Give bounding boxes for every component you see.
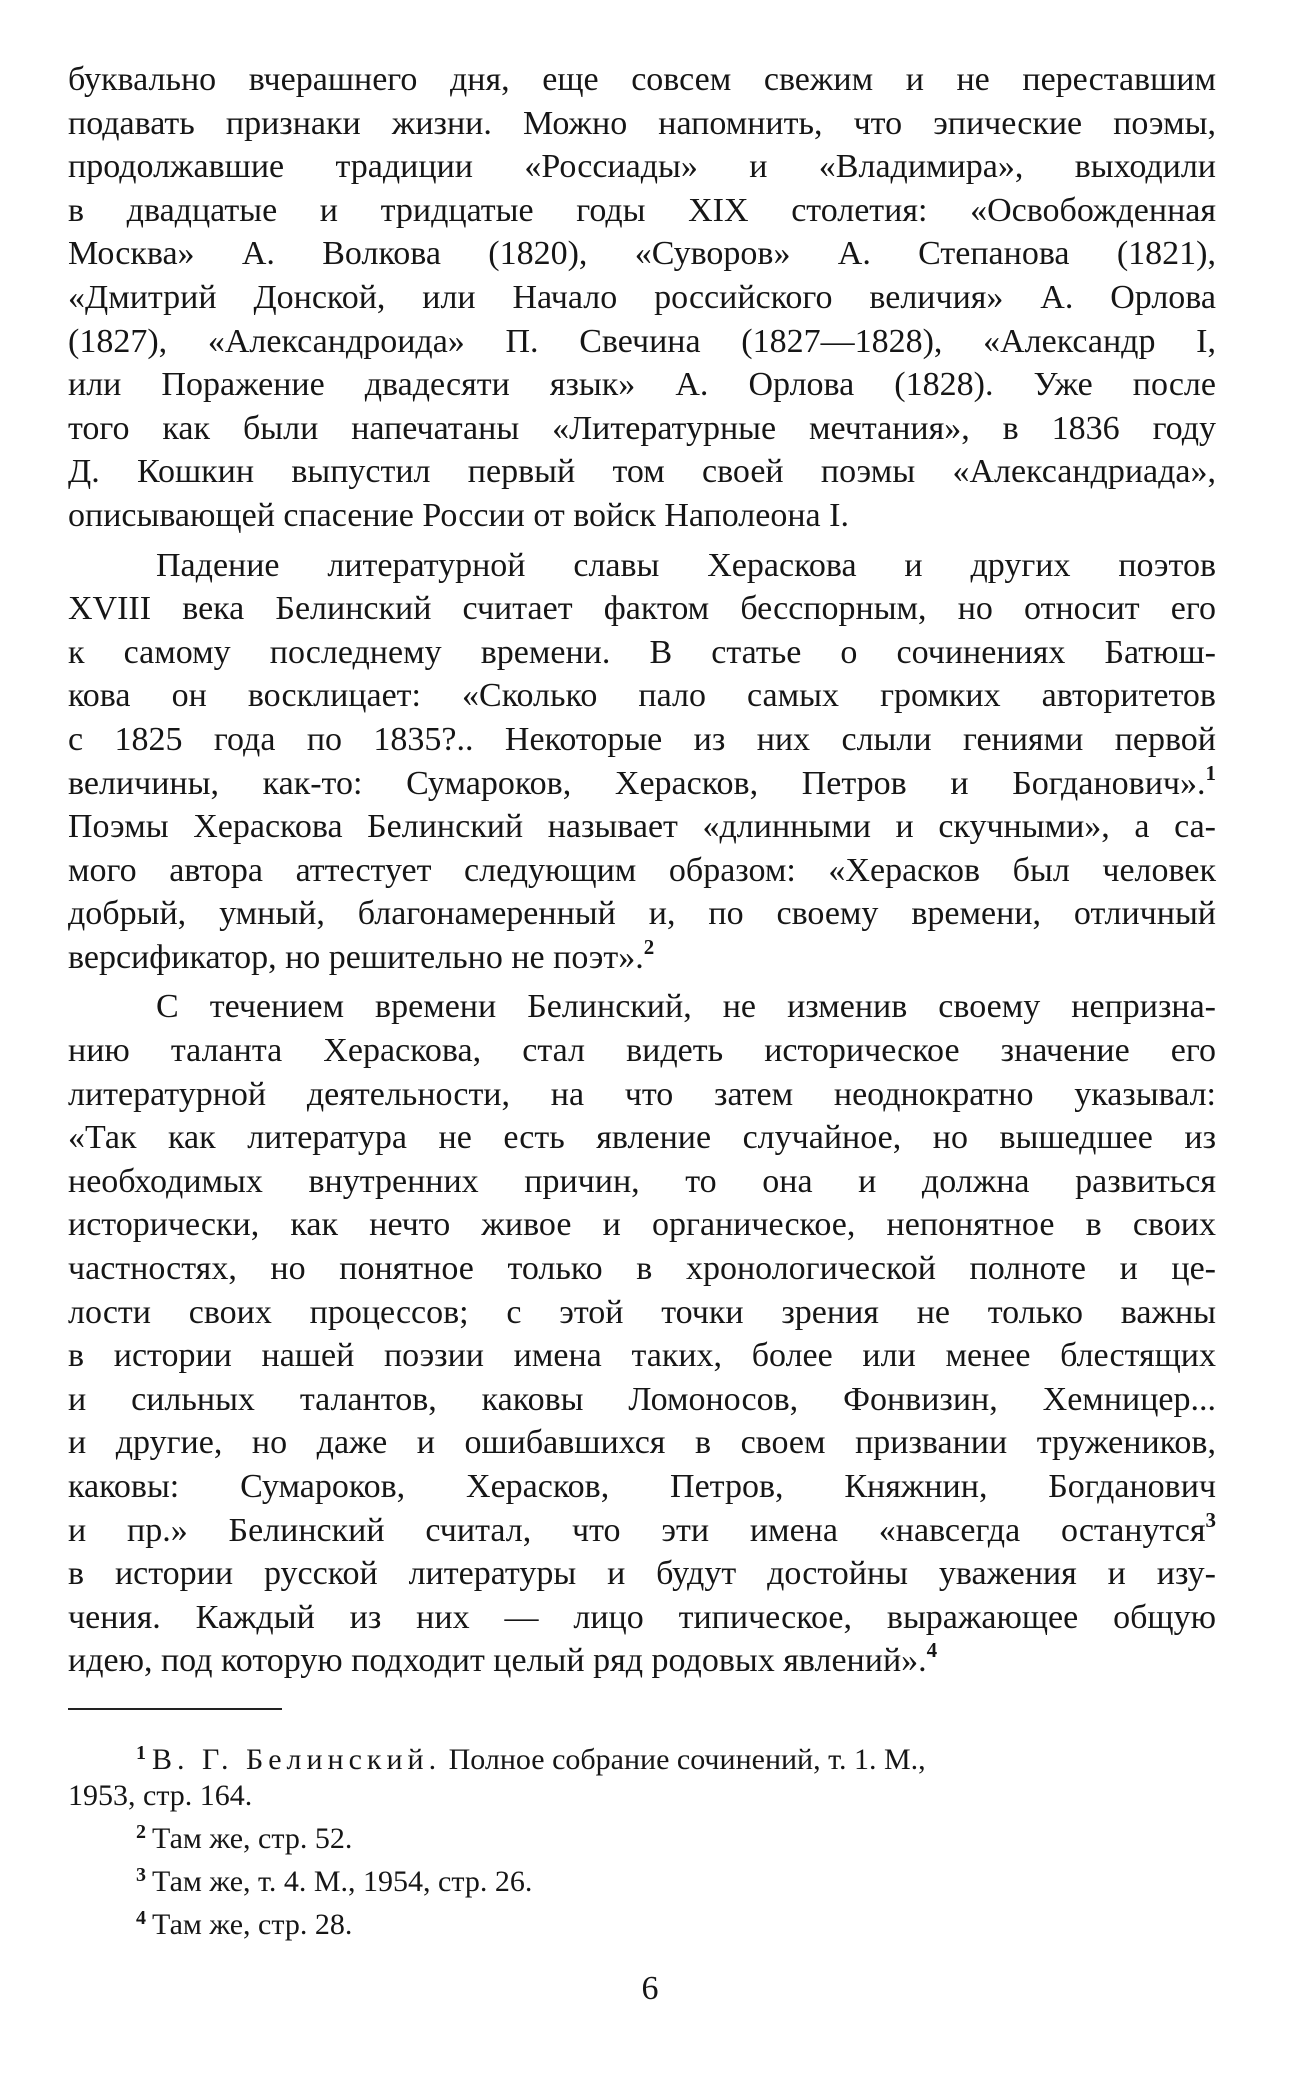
text-line: или Поражение двадесяти язык» А. Орлова (1828). Уже после	[68, 366, 1216, 404]
footnote-number: 4	[136, 1907, 146, 1929]
text-line: Д. Кошкин выпустил первый том своей поэмы «Александриада»,	[68, 453, 1216, 491]
page-body	[68, 58, 1216, 1689]
text-line: Москва» А. Волкова (1820), «Суворов» А. Степанова (1821),	[68, 235, 1216, 273]
footnote-ref-2: 2	[643, 934, 655, 959]
line-text: версификатор, но решительно не поэт».	[68, 938, 644, 976]
footnote-4	[68, 1900, 1216, 1943]
text-line: чения. Каждый из них — лицо типическое, выражающее общую	[68, 1598, 1216, 1636]
line-text: величины, как-то: Сумароков, Херасков, Петров и Богданович».	[68, 764, 1206, 802]
text-line-with-footnote	[68, 936, 1216, 980]
text-line: и другие, но даже и ошибавшихся в своем призвании тружеников,	[68, 1424, 1216, 1462]
footnotes	[68, 1735, 1216, 1943]
text-line: (1827), «Александроида» П. Свечина (1827—1828), «Александр I,	[68, 322, 1216, 360]
text-line: в истории нашей поэзии имена таких, более или менее блестящих	[68, 1337, 1216, 1375]
text-line: в двадцатые и тридцатые годы XIX столетия: «Освобожденная	[68, 191, 1216, 229]
text-line: Падение литературной славы Хераскова и других поэтов	[156, 546, 1216, 584]
text-line: необходимых внутренних причин, то она и должна развиться	[68, 1162, 1216, 1200]
page-number: 6	[641, 1970, 659, 2007]
text-line: буквально вчерашнего дня, еще совсем свежим и не переставшим	[68, 61, 1216, 98]
footnote-number: 1	[136, 1742, 146, 1764]
text-line: подавать признаки жизни. Можно напомнить, что эпические поэмы,	[68, 104, 1216, 142]
footnote-1	[68, 1735, 1216, 1778]
text-line: к самому последнему времени. В статье о сочинениях Батюш-	[68, 633, 1216, 671]
text-line: и сильных талантов, каковы Ломоносов, Фонвизин, Хемницер...	[68, 1380, 1216, 1418]
text-line: Поэмы Хераскова Белинский называет «длинными и скучными», а са-	[68, 808, 1216, 846]
text-line: «Дмитрий Донской, или Начало российского величия» А. Орлова	[68, 278, 1216, 316]
text-line: добрый, умный, благонамеренный и, по своему времени, отличный	[68, 895, 1216, 933]
text-line-with-footnote	[68, 1509, 1216, 1553]
line-text: и пр.» Белинский считал, что эти имена «навсегда останутся	[68, 1511, 1206, 1549]
text-line: с 1825 года по 1835?.. Некоторые из них слыли гениями первой	[68, 720, 1216, 758]
text-line: лости своих процессов; с этой точки зрения не только важны	[68, 1293, 1216, 1331]
footnote-text: Полное собрание сочинений, т. 1. М.,	[448, 1743, 926, 1776]
paragraph-1	[68, 58, 1216, 538]
text-line-with-footnote	[68, 762, 1216, 806]
text-line: нию таланта Хераскова, стал видеть историческое значение его	[68, 1032, 1216, 1070]
text-line: описывающей спасение России от войск Наполеона I.	[68, 496, 849, 534]
text-line: того как были напечатаны «Литературные мечтания», в 1836 году	[68, 409, 1216, 447]
footnote-author: В. Г. Белинский.	[152, 1743, 442, 1776]
footnote-3	[68, 1857, 1216, 1900]
text-line: частностях, но понятное только в хронологической полноте и це-	[68, 1250, 1216, 1288]
footnote-number: 2	[136, 1821, 146, 1843]
footnote-text: Там же, стр. 52.	[152, 1822, 353, 1855]
text-line: исторически, как нечто живое и органическое, непонятное в своих	[68, 1206, 1216, 1244]
paragraph-2	[68, 544, 1216, 980]
footnote-divider	[68, 1708, 282, 1710]
footnote-text: Там же, т. 4. М., 1954, стр. 26.	[152, 1865, 533, 1898]
footnote-text: Там же, стр. 28.	[152, 1908, 353, 1941]
paragraph-3	[68, 985, 1216, 1683]
footnote-number: 3	[136, 1864, 146, 1886]
footnote-ref-3: 3	[1205, 1507, 1216, 1532]
line-text: идею, под которую подходит целый ряд родовых явлений».	[68, 1642, 927, 1680]
text-line: мого автора аттестует следующим образом: «Херасков был человек	[68, 851, 1216, 889]
text-line: литературной деятельности, на что затем неоднократно указывал:	[68, 1075, 1216, 1113]
text-line: продолжавшие традиции «Россиады» и «Владимира», выходили	[68, 148, 1216, 186]
footnote-ref-4: 4	[926, 1638, 938, 1663]
footnote-1-continuation: 1953, стр. 164.	[68, 1779, 253, 1812]
footnote-2	[68, 1814, 1216, 1857]
text-line-with-footnote	[68, 1639, 1216, 1683]
text-line: каковы: Сумароков, Херасков, Петров, Княжнин, Богданович	[68, 1468, 1216, 1505]
text-line: в истории русской литературы и будут достойны уважения и изу-	[68, 1555, 1216, 1593]
footnote-ref-1: 1	[1205, 760, 1216, 785]
text-line: кова он восклицает: «Сколько пало самых громких авторитетов	[68, 677, 1216, 715]
text-line: С течением времени Белинский, не изменив своему непризна-	[156, 988, 1216, 1026]
text-line: «Так как литература не есть явление случайное, но вышедшее из	[68, 1119, 1216, 1157]
text-line: XVIII века Белинский считает фактом бесспорным, но относит его	[68, 590, 1216, 628]
